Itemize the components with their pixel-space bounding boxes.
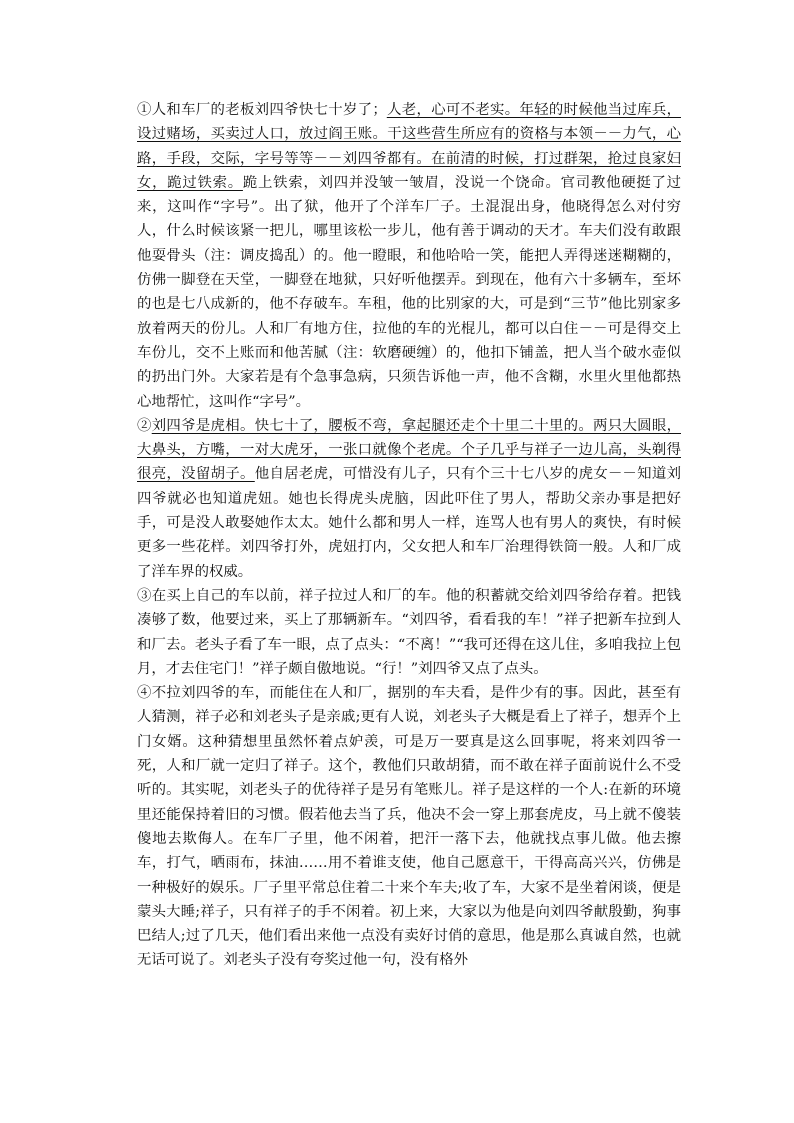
paragraph-4 xyxy=(137,681,681,973)
p1-underlined-passage: 人老，心可不老实。年轻的时候他当过库兵，设过赌场，买卖过人口，放过阎王账。干这些营生所应有的资格与本领－－力气，心路，手段，交际，字号等等－－刘四爷都有。在前清的时候，打过群架，抢过良家妇女，跪过铁索。 xyxy=(137,102,681,191)
p1-segment-3: 跪上铁索，刘四并没皱一皱眉，没说一个饶命。官司教他硬挺了过来，这叫作“字号”。出了狱，他开了个洋车厂子。土混混出身，他晓得怎么对付穷人，什么时候该紧一把儿，哪里该松一步儿，他有善于调动的天才。车夫们没有敢跟他耍骨头（注：调皮捣乱）的。他一瞪眼，和他哈哈一笑，能把人弄得迷迷糊糊的，仿佛一脚登在天堂，一脚登在地狱，只好听他摆弄。到现在，他有六十多辆车，至坏的也是七八成新的，他不存破车。车租，他的比别家的大，可是到“三节”他比别家多放着两天的份儿。人和厂有地方住，拉他的车的光棍儿，都可以白住－－可是得交上车份儿，交不上账而和他苦腻（注：软磨硬缠）的，他扣下铺盖，把人当个破水壶似的扔出门外。大家若是有个急事急病，只须告诉他一声，他不含糊，水里火里他都热心地帮忙，这叫作“字号”。 xyxy=(137,174,681,410)
document-body xyxy=(137,98,681,973)
p2-segment-1: ② xyxy=(137,417,152,434)
paragraph-2 xyxy=(137,414,681,584)
p1-segment-1: ①人和车厂的老板刘四爷快七十岁了； xyxy=(137,102,387,118)
p2-underlined-passage: 刘四爷是虎相。快七十了，腰板不弯，拿起腿还走个十里二十里的。两只大圆眼，大鼻头，方嘴，一对大虎牙，一张口就像个老虎。个子几乎与祥子一边儿高，头剃得很亮，没留胡子。 xyxy=(137,417,681,483)
p3-segment-1: ③在买上自己的车以前，祥子拉过人和厂的车。他的积蓄就交给刘四爷给存着。把钱凑够了数，他要过来，买上了那辆新车。“刘四爷，看看我的车！”祥子把新车拉到人和厂去。老头子看了车一眼，点了点头：“不离！”“我可还得在这儿住，多咱我拉上包月，才去住宅门！”祥子颇自傲地说。“行！”刘四爷又点了点头。 xyxy=(137,587,681,677)
paragraph-1 xyxy=(137,98,681,414)
paragraph-3 xyxy=(137,584,681,681)
p2-segment-3: 他自居老虎，可惜没有儿子，只有个三十七八岁的虎女－－知道刘四爷就必也知道虎妞。她也长得虎头虎脑，因此吓住了男人，帮助父亲办事是把好手，可是没人敢娶她作太太。她什么都和男人一样，连骂人也有男人的爽快，有时候更多一些花样。刘四爷打外，虎妞打内，父女把人和车厂治理得铁筒一般。人和厂成了洋车界的权威。 xyxy=(137,466,681,580)
p4-segment-1: ④不拉刘四爷的车，而能住在人和厂，据别的车夫看，是件少有的事。因此，甚至有人猜测，祥子必和刘老头子是亲戚;更有人说，刘老头子大概是看上了祥子，想弄个上门女婿。这种猜想里虽然怀着点妒羡，可是万一要真是这么回事呢，将来刘四爷一死，人和厂就一定归了祥子。这个，教他们只敢胡猜，而不敢在祥子面前说什么不受听的。其实呢，刘老头子的优待祥子是另有笔账儿。祥子是这样的一个人:在新的环境里还能保持着旧的习惯。假若他去当了兵，他决不会一穿上那套虎皮，马上就不傻装傻地去欺侮人。在车厂子里，他不闲着，把汗一落下去，他就找点事儿做。他去擦车，打气，晒雨布，抹油……用不着谁支使，他自己愿意干，干得高高兴兴，仿佛是一种极好的娱乐。厂子里平常总住着二十来个车夫;收了车，大家不是坐着闲谈，便是蒙头大睡;祥子，只有祥子的手不闲着。初上来，大家以为他是向刘四爷献殷勤，狗事巴结人;过了几天，他们看出来他一点没有卖好讨俏的意思，他是那么真诚自然，也就无话可说了。刘老头子没有夸奖过他一句，没有格外 xyxy=(137,685,681,969)
